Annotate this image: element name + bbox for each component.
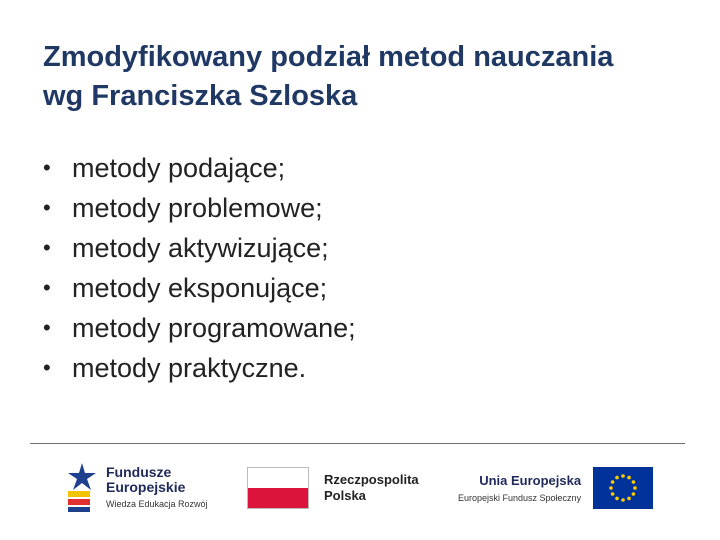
bullet-icon: •	[43, 195, 51, 220]
bullet-icon: •	[43, 275, 51, 300]
list-item	[40, 228, 356, 268]
footer-logos	[0, 455, 720, 525]
list-item	[40, 308, 356, 348]
list-item-text: metody eksponujące;	[72, 273, 328, 303]
european-funds-star-icon	[64, 461, 100, 513]
ue-line-2: Europejski Fundusz Społeczny	[458, 493, 582, 503]
list-item-text: metody problemowe;	[72, 193, 323, 223]
pl-line-2: Polska	[324, 488, 366, 503]
list-item	[40, 148, 356, 188]
bullet-icon: •	[43, 235, 51, 260]
pl-line-1: Rzeczpospolita	[324, 472, 419, 487]
polish-flag-icon	[247, 467, 309, 509]
list-item	[40, 348, 356, 388]
list-item	[40, 188, 356, 228]
list-item	[40, 268, 356, 308]
bullet-list	[40, 148, 356, 388]
slide-title	[43, 38, 683, 116]
list-item-text: metody podające;	[72, 153, 286, 183]
list-item-text: metody aktywizujące;	[72, 233, 329, 263]
list-item-text: metody programowane;	[72, 313, 356, 343]
european-union-logo	[458, 467, 653, 509]
bullet-icon: •	[43, 355, 51, 380]
fe-line-3: Wiedza Edukacja Rozwój	[106, 499, 208, 509]
title-line-2: wg Franciszka Szloska	[43, 80, 358, 112]
title-line-1: Zmodyfikowany podział metod nauczania	[43, 41, 614, 73]
bullet-icon: •	[43, 315, 51, 340]
polish-republic-logo	[247, 467, 419, 509]
european-funds-logo	[64, 461, 208, 513]
fe-line-1: Fundusze	[106, 464, 172, 480]
footer-divider	[30, 443, 685, 444]
eu-flag-icon	[593, 467, 653, 509]
bullet-icon: •	[43, 155, 51, 180]
list-item-text: metody praktyczne.	[72, 353, 307, 383]
fe-line-2: Europejskie	[106, 479, 186, 495]
ue-line-1: Unia Europejska	[479, 473, 582, 488]
